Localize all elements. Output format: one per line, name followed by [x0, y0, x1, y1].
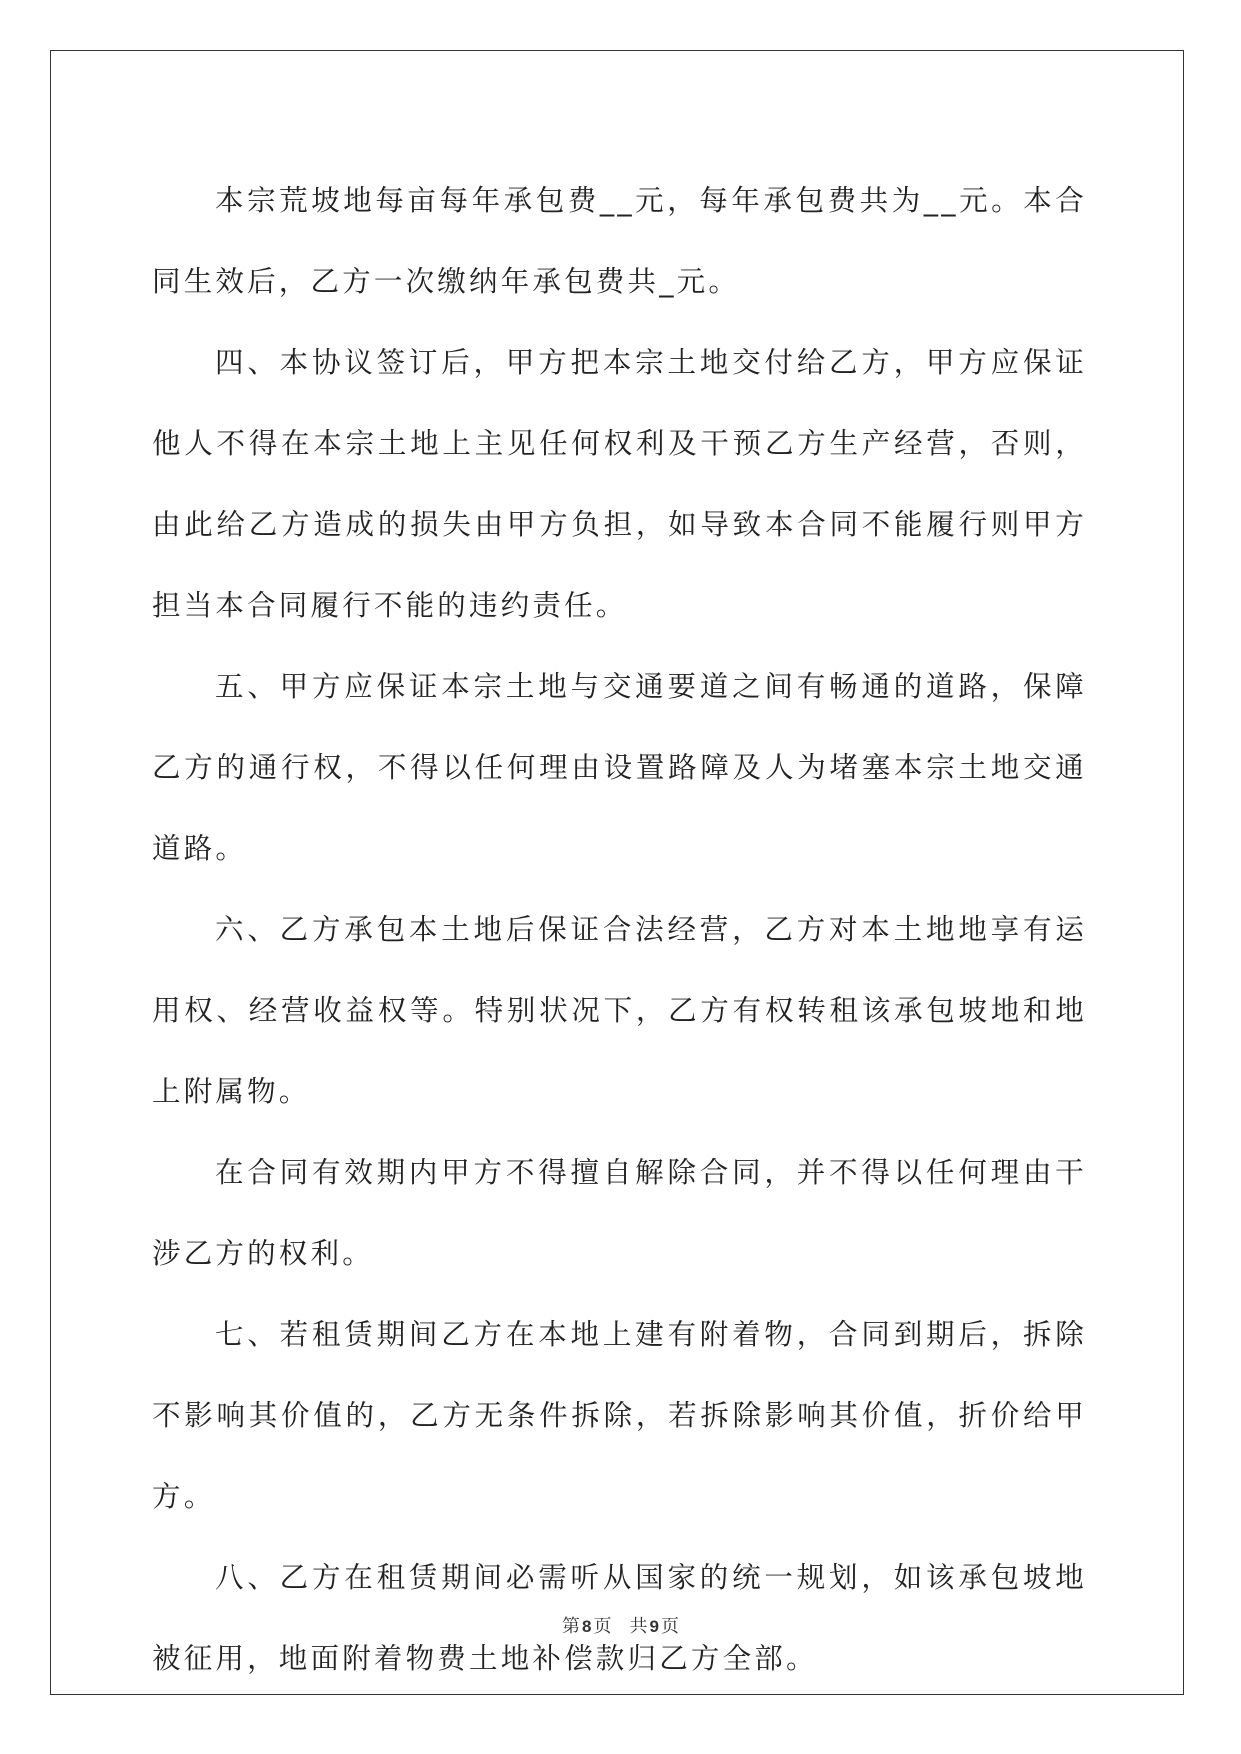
paragraph-clause-7: 七、若租赁期间乙方在本地上建有附着物，合同到期后，拆除不影响其价值的，乙方无条件拆除，若拆除影响其价值，折价给甲方。 [152, 1318, 1087, 1513]
total-pages: 9 [649, 1617, 659, 1636]
paragraph-termination: 在合同有效期内甲方不得擅自解除合同，并不得以任何理由干涉乙方的权利。 [152, 1156, 1087, 1270]
total-prefix: 共 [629, 1616, 648, 1637]
page-footer [0, 1612, 1241, 1638]
paragraph-clause-8: 八、乙方在租赁期间必需听从国家的统一规划，如该承包坡地被征用，地面附着物费土地补偿款归乙方全部。 [152, 1561, 1087, 1675]
paragraph-clause-4: 四、本协议签订后，甲方把本宗土地交付给乙方，甲方应保证他人不得在本宗土地上主见任何权利及干预乙方生产经营，否则，由此给乙方造成的损失由甲方负担，如导致本合同不能履行则甲方担当本合同履行不能的违约责任。 [152, 346, 1087, 622]
page-suffix: 页 [593, 1616, 612, 1637]
document-body [152, 160, 1087, 1699]
paragraph-clause-5: 五、甲方应保证本宗土地与交通要道之间有畅通的道路，保障乙方的通行权，不得以任何理由设置路障及人为堵塞本宗土地交通道路。 [152, 670, 1087, 865]
total-suffix: 页 [660, 1616, 679, 1637]
page-prefix: 第 [562, 1616, 581, 1637]
paragraph-fee: 本宗荒坡地每亩每年承包费__元，每年承包费共为__元。本合同生效后，乙方一次缴纳年承包费共_元。 [152, 184, 1087, 298]
page-number: 8 [582, 1617, 592, 1636]
paragraph-clause-6: 六、乙方承包本土地后保证合法经营，乙方对本土地地享有运用权、经营收益权等。特别状况下，乙方有权转租该承包坡地和地上附属物。 [152, 913, 1087, 1108]
